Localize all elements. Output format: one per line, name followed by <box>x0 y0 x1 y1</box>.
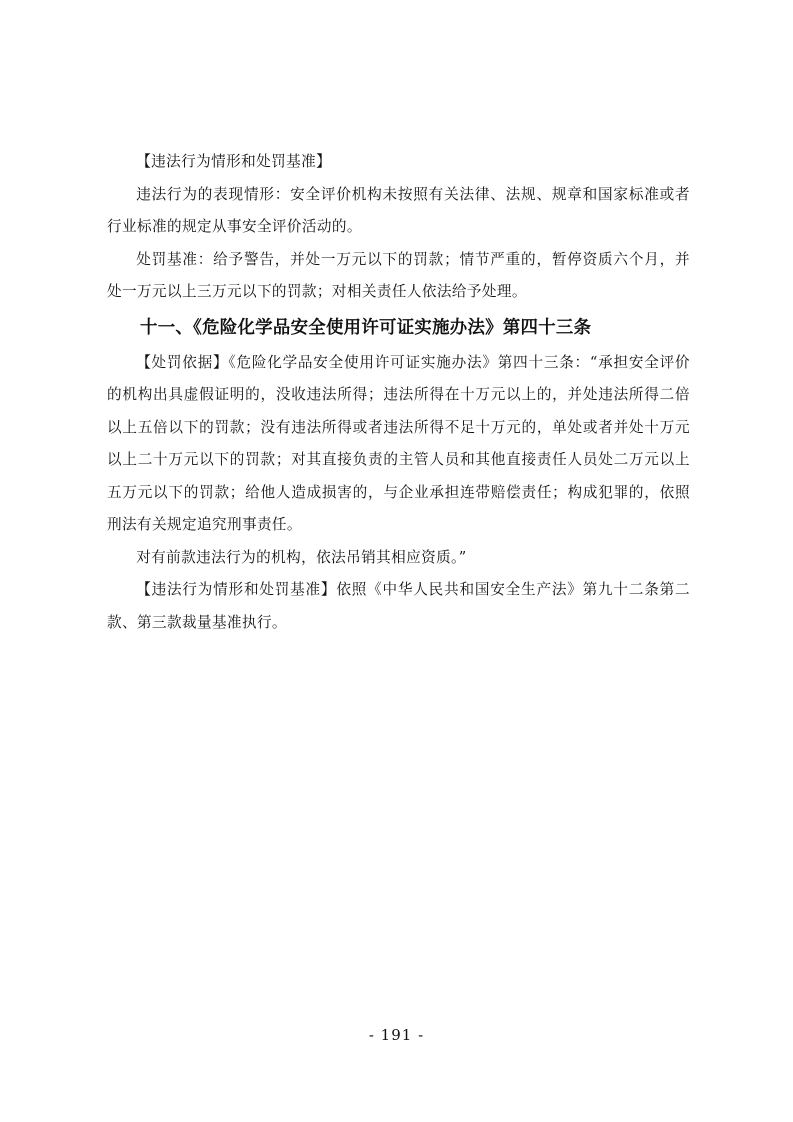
page-number: - 191 - <box>368 1026 425 1044</box>
section-heading: 十一、《危险化学品安全使用许可证实施办法》第四十三条 <box>140 317 592 338</box>
subheading-violation-benchmark: 【违法行为情形和处罚基准】 <box>136 153 332 170</box>
paragraph-revocation: 对有前款违法行为的机构，依法吊销其相应资质。” <box>136 548 467 566</box>
paragraph-penalty-benchmark: 处罚基准：给予警告，并处一万元以下的罚款；情节严重的，暂停资质六个月，并处一万元以上三万元以下的罚款；对相关责任人依法给予处理。 <box>107 250 690 300</box>
paragraph-penalty-basis: 【处罚依据】《危险化学品安全使用许可证实施办法》第四十三条：“承担安全评价的机构出具虚假证明的，没收违法所得；违法所得在十万元以上的，并处违法所得二倍以上五倍以下的罚款；没有违法所得或者违法所得不足十万元的，单处或者并处十万元以上二十万元以下的罚款；对其直接负责的主管人员和其他直接责任人员处二万元以上五万元以下的罚款；给他人造成损害的，与企业承担连带赔偿责任；构成犯罪的，依照刑法有关规定追究刑事责任。 <box>107 353 690 533</box>
paragraph-reference-law: 【违法行为情形和处罚基准】依照《中华人民共和国安全生产法》第九十二条第二款、第三款裁量基准执行。 <box>107 581 690 631</box>
paragraph-violation-situation: 违法行为的表现情形：安全评价机构未按照有关法律、法规、规章和国家标准或者行业标准的规定从事安全评价活动的。 <box>107 185 690 235</box>
document-body <box>107 146 690 639</box>
